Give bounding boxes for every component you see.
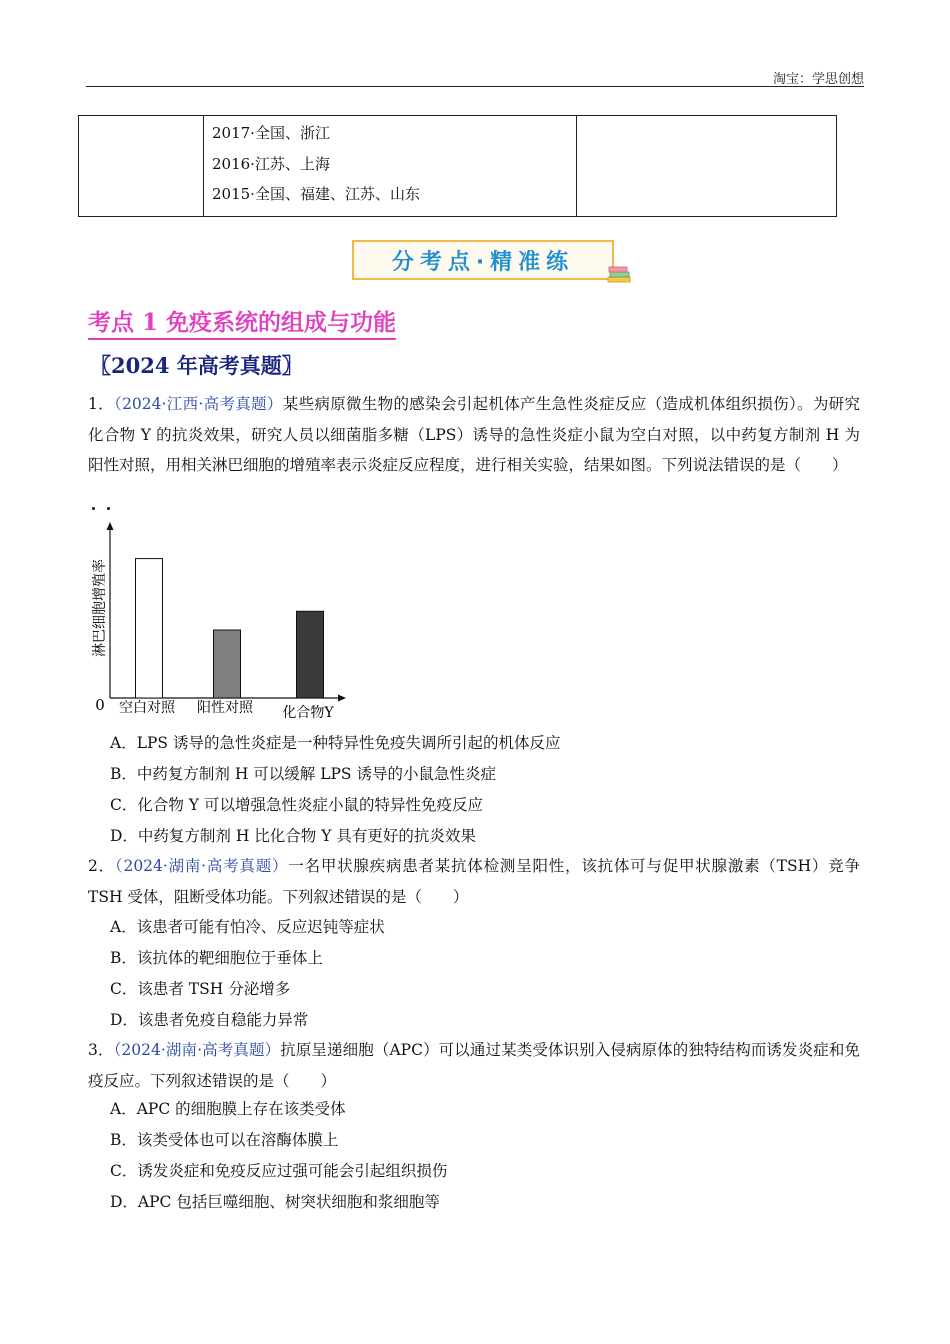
emphasis-dot (107, 507, 110, 510)
bar-chart (88, 520, 358, 725)
x-axis-arrow (338, 695, 346, 702)
q1-option-b: B．中药复方制剂 H 可以缓解 LPS 诱导的小鼠急性炎症 (110, 765, 496, 783)
q3-option-c: C．诱发炎症和免疫反应过强可能会引起组织损伤 (110, 1162, 448, 1180)
table-cell-years (204, 116, 577, 217)
table-cell-empty (79, 116, 204, 217)
bar-1 (136, 559, 163, 698)
question-source: （2024·湖南·高考真题） (113, 1041, 281, 1059)
q2-option-d: D．该患者免疫自稳能力异常 (110, 1011, 309, 1029)
category-label: 化合物Y (282, 705, 334, 721)
question-1 (88, 389, 860, 481)
q3-option-a: A．APC 的细胞膜上存在该类受体 (110, 1100, 346, 1118)
question-2 (88, 851, 860, 912)
table-year-line: 2016·江苏、上海 (212, 154, 330, 173)
question-text: 一名甲状腺疾病患者某抗体检测呈阳性，该抗体可与促甲状腺激素（TSH）竞争 TSH 受体，阻断受体功能。下列叙述错误的是（ ） (88, 857, 860, 906)
bar-3 (297, 611, 324, 698)
q1-option-a: A．LPS 诱导的急性炎症是一种特异性免疫失调所引起的机体反应 (110, 734, 561, 752)
table-cell-empty (577, 116, 837, 217)
q3-option-d: D．APC 包括巨噬细胞、树突状细胞和浆细胞等 (110, 1193, 440, 1211)
table-row (79, 116, 837, 217)
origin-label: 0 (95, 696, 105, 714)
question-source: （2024·江西·高考真题） (114, 395, 283, 413)
section-banner: 分考点·精准练 (352, 240, 614, 280)
y-axis-arrow (107, 522, 114, 530)
header-brand: 淘宝：学思创想 (772, 72, 864, 87)
q1-option-c: C．化合物 Y 可以增强急性炎症小鼠的特异性免疫反应 (110, 796, 483, 814)
question-text: 某些病原微生物的感染会引起机体产生急性炎症反应（造成机体组织损伤）。为研究化合物 Y 的抗炎效果，研究人员以细菌脂多糖（LPS）诱导的急性炎症小鼠为空白对照，以中药复方制剂 H 为阳性对照，用相关淋巴细胞的增殖率表示炎症反应程度，进行相关实验，结果如图。下列说法错误的是（ ） (88, 395, 860, 474)
table-year-line: 2015·全国、福建、江苏、山东 (212, 185, 420, 203)
q2-option-b: B．该抗体的靶细胞位于垂体上 (110, 949, 323, 967)
category-label: 空白对照 (119, 700, 175, 716)
q3-option-b: B．该类受体也可以在溶酶体膜上 (110, 1131, 339, 1149)
topic-title: 考点 1 免疫系统的组成与功能 (88, 304, 396, 340)
y-axis-label: 淋巴细胞增殖率 (92, 559, 108, 657)
question-number: 3． (88, 1041, 114, 1059)
question-number: 1． (88, 395, 114, 413)
question-number: 2． (88, 857, 115, 875)
question-3 (88, 1035, 860, 1096)
emphasis-dot (92, 507, 95, 510)
question-text: 抗原呈递细胞（APC）可以通过某类受体识别入侵病原体的独特结构而诱发炎症和免疫反应。下列叙述错误的是（ ） (88, 1041, 860, 1090)
q2-option-a: A．该患者可能有怕冷、反应迟钝等症状 (110, 918, 385, 936)
books-icon (606, 264, 632, 286)
header-rule (86, 86, 864, 87)
q1-option-d: D．中药复方制剂 H 比化合物 Y 具有更好的抗炎效果 (110, 827, 476, 845)
year-heading: 〖2024 年高考真题〗 (90, 353, 303, 378)
question-source: （2024·湖南·高考真题） (114, 857, 289, 875)
category-label: 阳性对照 (197, 700, 253, 716)
q2-option-c: C．该患者 TSH 分泌增多 (110, 980, 291, 998)
bar-2 (214, 630, 241, 698)
topics-table (78, 115, 837, 217)
table-year-line: 2017·全国、浙江 (212, 124, 330, 142)
